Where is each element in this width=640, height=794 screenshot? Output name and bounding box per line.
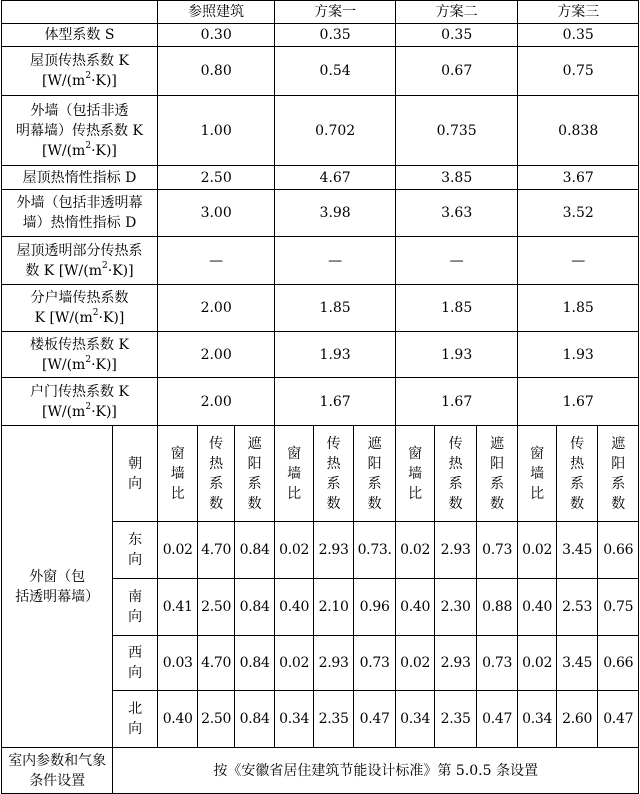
value-cell: 2.00 bbox=[157, 378, 274, 426]
table-row bbox=[2, 332, 639, 378]
value-cell: 2.50 bbox=[198, 691, 234, 748]
row-label-indoor-climate: 室内参数和气象 条件设置 bbox=[2, 748, 113, 794]
value-cell: 2.60 bbox=[556, 691, 598, 748]
value-cell: 0.41 bbox=[157, 579, 198, 636]
row-label-roof-transparent-heat-transfer: 屋顶透明部分传热系 数 K $[W/(m^2\cdot K)]$ bbox=[2, 237, 158, 285]
value-cell: 0.02 bbox=[395, 522, 434, 579]
value-cell: 0.84 bbox=[234, 579, 275, 636]
value-cell: 2.93 bbox=[435, 636, 477, 691]
value-cell: 3.52 bbox=[518, 190, 639, 237]
value-cell: 0.34 bbox=[395, 691, 434, 748]
row-label-exterior-window: 外窗（包 括透明幕墙） bbox=[2, 426, 113, 748]
value-cell: 0.96 bbox=[354, 579, 396, 636]
subheader-shading: 遮 阳 系 数 bbox=[598, 426, 639, 522]
value-cell: 0.02 bbox=[157, 522, 198, 579]
table-row bbox=[2, 96, 639, 166]
subheader-heat-transfer: 传 热 系 数 bbox=[556, 426, 598, 522]
value-cell: 1.85 bbox=[395, 285, 518, 332]
table-row bbox=[2, 47, 639, 96]
subheader-window-wall-ratio: 窗 墙 比 bbox=[157, 426, 198, 522]
value-cell: 2.35 bbox=[435, 691, 477, 748]
row-label-door-heat-transfer: 户门传热系数 K $[W/(m^2\cdot K)]$ bbox=[2, 378, 158, 426]
value-cell: 0.35 bbox=[275, 24, 396, 47]
table-row bbox=[2, 190, 639, 237]
footer-row bbox=[2, 748, 639, 794]
value-cell: 2.50 bbox=[157, 166, 274, 190]
value-cell: 2.53 bbox=[556, 579, 598, 636]
value-cell: 0.88 bbox=[476, 579, 518, 636]
table-row bbox=[2, 285, 639, 332]
energy-comparison-table bbox=[1, 0, 639, 794]
value-cell: 2.00 bbox=[157, 332, 274, 378]
value-cell: 0.66 bbox=[598, 522, 639, 579]
value-cell: 4.70 bbox=[198, 522, 234, 579]
value-cell: 0.73 bbox=[354, 636, 396, 691]
value-cell: 0.40 bbox=[395, 579, 434, 636]
value-cell: 3.00 bbox=[157, 190, 274, 237]
value-cell: 0.47 bbox=[476, 691, 518, 748]
value-cell: 0.84 bbox=[234, 522, 275, 579]
value-cell: 2.93 bbox=[313, 636, 354, 691]
value-cell: 3.85 bbox=[395, 166, 518, 190]
value-cell: 2.93 bbox=[313, 522, 354, 579]
table-row bbox=[2, 237, 639, 285]
value-cell: 0.34 bbox=[275, 691, 313, 748]
header-row bbox=[2, 1, 639, 24]
value-cell: 0.02 bbox=[275, 522, 313, 579]
value-cell: 3.67 bbox=[518, 166, 639, 190]
value-cell: 0.40 bbox=[518, 579, 556, 636]
value-cell: 2.00 bbox=[157, 285, 274, 332]
value-cell: 0.34 bbox=[518, 691, 556, 748]
value-cell: 0.84 bbox=[234, 691, 275, 748]
orientation-west: 西 向 bbox=[113, 636, 158, 691]
value-cell: 1.67 bbox=[518, 378, 639, 426]
value-cell: 3.45 bbox=[556, 636, 598, 691]
value-cell: 2.35 bbox=[313, 691, 354, 748]
value-cell: 0.54 bbox=[275, 47, 396, 96]
value-cell: 4.70 bbox=[198, 636, 234, 691]
value-cell: 0.735 bbox=[395, 96, 518, 166]
value-cell: 0.02 bbox=[518, 636, 556, 691]
orientation-north: 北 向 bbox=[113, 691, 158, 748]
subheader-shading: 遮 阳 系 数 bbox=[354, 426, 396, 522]
subheader-heat-transfer: 传 热 系 数 bbox=[435, 426, 477, 522]
table-row bbox=[2, 378, 639, 426]
value-cell: 0.80 bbox=[157, 47, 274, 96]
value-cell: — bbox=[157, 237, 274, 285]
value-cell: 3.63 bbox=[395, 190, 518, 237]
value-cell: 3.98 bbox=[275, 190, 396, 237]
row-label-roof-thermal-inertia: 屋顶热惰性指标 D bbox=[2, 166, 158, 190]
table-row bbox=[2, 166, 639, 190]
value-cell: — bbox=[395, 237, 518, 285]
value-cell: — bbox=[275, 237, 396, 285]
value-cell: 0.702 bbox=[275, 96, 396, 166]
value-cell: 1.00 bbox=[157, 96, 274, 166]
subheader-window-wall-ratio: 窗 墙 比 bbox=[275, 426, 313, 522]
row-label-wall-heat-transfer: 外墙（包括非透 明幕墙）传热系数 K $[W/(m^2\cdot K)]$ bbox=[2, 96, 158, 166]
value-cell: 1.85 bbox=[518, 285, 639, 332]
value-cell: 0.75 bbox=[518, 47, 639, 96]
value-cell: 0.02 bbox=[275, 636, 313, 691]
value-cell: 1.67 bbox=[395, 378, 518, 426]
value-cell: 0.40 bbox=[157, 691, 198, 748]
value-cell: 2.50 bbox=[198, 579, 234, 636]
value-cell: 0.40 bbox=[275, 579, 313, 636]
value-cell: 4.67 bbox=[275, 166, 396, 190]
subheader-window-wall-ratio: 窗 墙 比 bbox=[395, 426, 434, 522]
value-cell: 0.35 bbox=[395, 24, 518, 47]
row-label-floor-heat-transfer: 楼板传热系数 K $[W/(m^2\cdot K)]$ bbox=[2, 332, 158, 378]
header-reference-building: 参照建筑 bbox=[157, 1, 274, 24]
value-cell: 2.10 bbox=[313, 579, 354, 636]
value-cell: 2.93 bbox=[435, 522, 477, 579]
value-cell: 1.93 bbox=[518, 332, 639, 378]
table-row bbox=[2, 24, 639, 47]
header-blank-cell bbox=[2, 1, 158, 24]
row-label-shape-coefficient: 体型系数 S bbox=[2, 24, 158, 47]
value-cell: 1.85 bbox=[275, 285, 396, 332]
value-cell: 1.67 bbox=[275, 378, 396, 426]
window-subheader-row bbox=[2, 426, 639, 522]
value-cell: 0.03 bbox=[157, 636, 198, 691]
value-cell: 0.73. bbox=[354, 522, 396, 579]
subheader-shading: 遮 阳 系 数 bbox=[234, 426, 275, 522]
header-scheme-3: 方案三 bbox=[518, 1, 639, 24]
subheader-heat-transfer: 传 热 系 数 bbox=[198, 426, 234, 522]
value-cell: 0.84 bbox=[234, 636, 275, 691]
orientation-south: 南 向 bbox=[113, 579, 158, 636]
value-cell: 0.73 bbox=[476, 636, 518, 691]
value-cell: 0.66 bbox=[598, 636, 639, 691]
value-cell: 0.67 bbox=[395, 47, 518, 96]
value-cell: 0.75 bbox=[598, 579, 639, 636]
footer-note: 按《安徽省居住建筑节能设计标准》第 5.0.5 条设置 bbox=[113, 748, 639, 794]
value-cell: 0.02 bbox=[395, 636, 434, 691]
value-cell: 2.30 bbox=[435, 579, 477, 636]
value-cell: 0.73 bbox=[476, 522, 518, 579]
value-cell: 0.35 bbox=[518, 24, 639, 47]
value-cell: 1.93 bbox=[275, 332, 396, 378]
value-cell: 0.02 bbox=[518, 522, 556, 579]
value-cell: 0.30 bbox=[157, 24, 274, 47]
orientation-header: 朝 向 bbox=[113, 426, 158, 522]
row-label-roof-heat-transfer: 屋顶传热系数 K $[W/(m^2\cdot K)]$ bbox=[2, 47, 158, 96]
header-scheme-1: 方案一 bbox=[275, 1, 396, 24]
value-cell: 0.47 bbox=[598, 691, 639, 748]
value-cell: 0.838 bbox=[518, 96, 639, 166]
value-cell: 0.47 bbox=[354, 691, 396, 748]
subheader-window-wall-ratio: 窗 墙 比 bbox=[518, 426, 556, 522]
orientation-east: 东 向 bbox=[113, 522, 158, 579]
value-cell: — bbox=[518, 237, 639, 285]
row-label-partition-wall-heat-transfer: 分户墙传热系数 K $[W/(m^2\cdot K)]$ bbox=[2, 285, 158, 332]
row-label-wall-thermal-inertia: 外墙（包括非透明幕 墙）热惰性指标 D bbox=[2, 190, 158, 237]
subheader-heat-transfer: 传 热 系 数 bbox=[313, 426, 354, 522]
value-cell: 3.45 bbox=[556, 522, 598, 579]
header-scheme-2: 方案二 bbox=[395, 1, 518, 24]
value-cell: 1.93 bbox=[395, 332, 518, 378]
subheader-shading: 遮 阳 系 数 bbox=[476, 426, 518, 522]
